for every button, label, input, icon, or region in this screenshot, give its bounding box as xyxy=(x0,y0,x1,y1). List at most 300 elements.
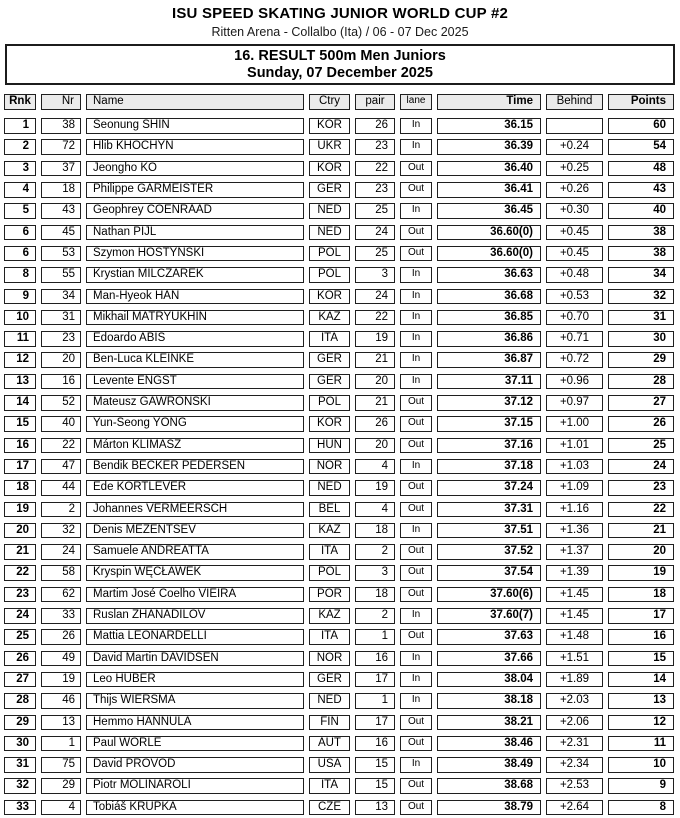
cell-name: Martim José Coelho VIEIRA xyxy=(86,587,304,603)
cell-nr: 40 xyxy=(41,416,81,432)
table-row xyxy=(4,289,674,305)
cell-pair: 23 xyxy=(355,182,395,198)
cell-country: KAZ xyxy=(309,310,350,326)
table-row xyxy=(4,352,674,368)
table-row xyxy=(4,502,674,518)
cell-behind: +2.31 xyxy=(546,736,603,752)
cell-country: ITA xyxy=(309,544,350,560)
cell-points: 60 xyxy=(608,118,674,134)
cell-lane: In xyxy=(400,672,432,688)
cell-country: POL xyxy=(309,565,350,581)
cell-points: 14 xyxy=(608,672,674,688)
cell-points: 8 xyxy=(608,800,674,816)
cell-nr: 72 xyxy=(41,139,81,155)
cell-rank: 12 xyxy=(4,352,36,368)
cell-nr: 20 xyxy=(41,352,81,368)
cell-rank: 32 xyxy=(4,778,36,794)
cell-behind: +0.96 xyxy=(546,374,603,390)
cell-time: 37.51 xyxy=(437,523,541,539)
cell-country: USA xyxy=(309,757,350,773)
cell-name: Ede KORTLEVER xyxy=(86,480,304,496)
cell-nr: 2 xyxy=(41,502,81,518)
cell-pair: 2 xyxy=(355,544,395,560)
results-table-body xyxy=(4,118,674,815)
cell-time: 37.12 xyxy=(437,395,541,411)
cell-time: 37.54 xyxy=(437,565,541,581)
cell-rank: 16 xyxy=(4,438,36,454)
cell-behind: +0.53 xyxy=(546,289,603,305)
cell-points: 23 xyxy=(608,480,674,496)
cell-nr: 1 xyxy=(41,736,81,752)
cell-rank: 8 xyxy=(4,267,36,283)
cell-rank: 20 xyxy=(4,523,36,539)
cell-pair: 24 xyxy=(355,225,395,241)
header-nr: Nr xyxy=(41,94,81,110)
cell-name: Mattia LEONARDELLI xyxy=(86,629,304,645)
cell-rank: 19 xyxy=(4,502,36,518)
cell-lane: In xyxy=(400,651,432,667)
table-row xyxy=(4,310,674,326)
cell-country: NED xyxy=(309,203,350,219)
cell-lane: Out xyxy=(400,225,432,241)
cell-name: Mikhail MATRYUKHIN xyxy=(86,310,304,326)
cell-pair: 19 xyxy=(355,331,395,347)
cell-lane: Out xyxy=(400,395,432,411)
cell-rank: 10 xyxy=(4,310,36,326)
cell-nr: 18 xyxy=(41,182,81,198)
cell-time: 38.49 xyxy=(437,757,541,773)
cell-country: KOR xyxy=(309,289,350,305)
cell-time: 36.86 xyxy=(437,331,541,347)
cell-points: 31 xyxy=(608,310,674,326)
cell-time: 38.18 xyxy=(437,693,541,709)
cell-nr: 29 xyxy=(41,778,81,794)
cell-lane: Out xyxy=(400,480,432,496)
cell-points: 15 xyxy=(608,651,674,667)
cell-rank: 31 xyxy=(4,757,36,773)
cell-points: 38 xyxy=(608,246,674,262)
cell-country: HUN xyxy=(309,438,350,454)
cell-name: Geophrey COENRAAD xyxy=(86,203,304,219)
table-row xyxy=(4,757,674,773)
table-row xyxy=(4,672,674,688)
cell-time: 37.66 xyxy=(437,651,541,667)
cell-rank: 27 xyxy=(4,672,36,688)
cell-behind: +0.71 xyxy=(546,331,603,347)
table-row xyxy=(4,800,674,816)
cell-points: 17 xyxy=(608,608,674,624)
cell-pair: 15 xyxy=(355,757,395,773)
cell-rank: 25 xyxy=(4,629,36,645)
cell-nr: 24 xyxy=(41,544,81,560)
cell-name: Yun-Seong YONG xyxy=(86,416,304,432)
cell-lane: Out xyxy=(400,544,432,560)
cell-time: 37.15 xyxy=(437,416,541,432)
cell-nr: 53 xyxy=(41,246,81,262)
cell-pair: 21 xyxy=(355,352,395,368)
cell-behind: +0.97 xyxy=(546,395,603,411)
cell-nr: 31 xyxy=(41,310,81,326)
header-lane: lane xyxy=(400,94,432,110)
cell-lane: In xyxy=(400,310,432,326)
cell-rank: 33 xyxy=(4,800,36,816)
table-row xyxy=(4,651,674,667)
cell-pair: 13 xyxy=(355,800,395,816)
cell-pair: 21 xyxy=(355,395,395,411)
cell-country: FIN xyxy=(309,715,350,731)
cell-country: GER xyxy=(309,352,350,368)
cell-behind: +1.48 xyxy=(546,629,603,645)
cell-behind: +0.72 xyxy=(546,352,603,368)
cell-points: 40 xyxy=(608,203,674,219)
cell-time: 36.85 xyxy=(437,310,541,326)
cell-lane: In xyxy=(400,139,432,155)
cell-country: GER xyxy=(309,374,350,390)
table-row xyxy=(4,225,674,241)
cell-points: 24 xyxy=(608,459,674,475)
cell-time: 37.63 xyxy=(437,629,541,645)
cell-behind: +2.03 xyxy=(546,693,603,709)
table-row xyxy=(4,778,674,794)
cell-pair: 16 xyxy=(355,651,395,667)
cell-rank: 4 xyxy=(4,182,36,198)
cell-name: Thijs WIERSMA xyxy=(86,693,304,709)
cell-country: NOR xyxy=(309,459,350,475)
cell-points: 13 xyxy=(608,693,674,709)
cell-time: 37.60(7) xyxy=(437,608,541,624)
cell-lane: Out xyxy=(400,182,432,198)
cell-time: 36.15 xyxy=(437,118,541,134)
cell-pair: 25 xyxy=(355,246,395,262)
cell-rank: 28 xyxy=(4,693,36,709)
cell-pair: 3 xyxy=(355,565,395,581)
cell-nr: 32 xyxy=(41,523,81,539)
cell-behind: +0.25 xyxy=(546,161,603,177)
cell-pair: 22 xyxy=(355,310,395,326)
cell-nr: 43 xyxy=(41,203,81,219)
cell-lane: Out xyxy=(400,502,432,518)
cell-behind: +0.48 xyxy=(546,267,603,283)
cell-country: POL xyxy=(309,267,350,283)
cell-nr: 52 xyxy=(41,395,81,411)
cell-lane: In xyxy=(400,608,432,624)
cell-points: 28 xyxy=(608,374,674,390)
cell-pair: 24 xyxy=(355,289,395,305)
cell-name: Márton KLIMASZ xyxy=(86,438,304,454)
cell-time: 36.45 xyxy=(437,203,541,219)
cell-rank: 13 xyxy=(4,374,36,390)
table-row xyxy=(4,693,674,709)
cell-nr: 47 xyxy=(41,459,81,475)
cell-behind: +1.01 xyxy=(546,438,603,454)
results-table xyxy=(4,94,674,815)
cell-pair: 1 xyxy=(355,693,395,709)
cell-points: 9 xyxy=(608,778,674,794)
cell-country: AUT xyxy=(309,736,350,752)
cell-points: 54 xyxy=(608,139,674,155)
cell-rank: 9 xyxy=(4,289,36,305)
cell-lane: In xyxy=(400,289,432,305)
cell-points: 12 xyxy=(608,715,674,731)
cell-behind: +0.26 xyxy=(546,182,603,198)
cell-points: 11 xyxy=(608,736,674,752)
header-rank: Rnk xyxy=(4,94,36,110)
cell-behind: +1.00 xyxy=(546,416,603,432)
table-row xyxy=(4,715,674,731)
cell-pair: 20 xyxy=(355,374,395,390)
cell-time: 38.68 xyxy=(437,778,541,794)
cell-behind: +0.30 xyxy=(546,203,603,219)
table-row xyxy=(4,544,674,560)
cell-rank: 3 xyxy=(4,161,36,177)
cell-nr: 46 xyxy=(41,693,81,709)
cell-country: ITA xyxy=(309,629,350,645)
cell-lane: Out xyxy=(400,800,432,816)
cell-country: BEL xyxy=(309,502,350,518)
cell-pair: 4 xyxy=(355,459,395,475)
cell-rank: 11 xyxy=(4,331,36,347)
cell-lane: In xyxy=(400,693,432,709)
cell-name: David Martin DAVIDSEN xyxy=(86,651,304,667)
cell-rank: 6 xyxy=(4,246,36,262)
cell-lane: Out xyxy=(400,565,432,581)
cell-nr: 44 xyxy=(41,480,81,496)
cell-lane: Out xyxy=(400,715,432,731)
cell-country: GER xyxy=(309,182,350,198)
cell-nr: 49 xyxy=(41,651,81,667)
table-row xyxy=(4,587,674,603)
cell-points: 43 xyxy=(608,182,674,198)
cell-pair: 26 xyxy=(355,416,395,432)
cell-behind: +0.70 xyxy=(546,310,603,326)
cell-behind: +2.64 xyxy=(546,800,603,816)
cell-time: 37.31 xyxy=(437,502,541,518)
cell-country: KOR xyxy=(309,416,350,432)
cell-country: UKR xyxy=(309,139,350,155)
cell-rank: 24 xyxy=(4,608,36,624)
cell-country: KAZ xyxy=(309,523,350,539)
cell-points: 18 xyxy=(608,587,674,603)
cell-rank: 6 xyxy=(4,225,36,241)
table-row xyxy=(4,736,674,752)
cell-rank: 17 xyxy=(4,459,36,475)
cell-lane: Out xyxy=(400,246,432,262)
cell-name: Krystian MILCZAREK xyxy=(86,267,304,283)
cell-time: 38.46 xyxy=(437,736,541,752)
cell-pair: 15 xyxy=(355,778,395,794)
cell-lane: Out xyxy=(400,629,432,645)
cell-pair: 18 xyxy=(355,523,395,539)
cell-rank: 15 xyxy=(4,416,36,432)
header-time: Time xyxy=(437,94,541,110)
cell-name: Bendik BECKER PEDERSEN xyxy=(86,459,304,475)
cell-lane: Out xyxy=(400,778,432,794)
cell-country: GER xyxy=(309,672,350,688)
cell-points: 16 xyxy=(608,629,674,645)
cell-nr: 23 xyxy=(41,331,81,347)
table-row xyxy=(4,480,674,496)
cell-pair: 18 xyxy=(355,587,395,603)
cell-name: Kryspin WĘCŁAWEK xyxy=(86,565,304,581)
cell-nr: 45 xyxy=(41,225,81,241)
cell-name: Ben-Luca KLEINKE xyxy=(86,352,304,368)
cell-nr: 55 xyxy=(41,267,81,283)
cell-behind: +1.16 xyxy=(546,502,603,518)
cell-lane: In xyxy=(400,267,432,283)
result-banner-date: Sunday, 07 December 2025 xyxy=(247,64,433,81)
cell-country: KOR xyxy=(309,118,350,134)
cell-name: Nathan PIJL xyxy=(86,225,304,241)
cell-behind: +2.34 xyxy=(546,757,603,773)
table-row xyxy=(4,565,674,581)
cell-rank: 21 xyxy=(4,544,36,560)
cell-lane: In xyxy=(400,523,432,539)
cell-behind: +1.39 xyxy=(546,565,603,581)
cell-name: Mateusz GAWROŃSKI xyxy=(86,395,304,411)
cell-time: 38.21 xyxy=(437,715,541,731)
result-banner-title: 16. RESULT 500m Men Juniors xyxy=(234,48,446,64)
cell-lane: In xyxy=(400,374,432,390)
cell-points: 34 xyxy=(608,267,674,283)
cell-behind: +1.09 xyxy=(546,480,603,496)
cell-behind xyxy=(546,118,603,134)
cell-time: 37.60(6) xyxy=(437,587,541,603)
cell-name: Tobiáš KRUPKA xyxy=(86,800,304,816)
cell-time: 37.24 xyxy=(437,480,541,496)
cell-behind: +0.45 xyxy=(546,225,603,241)
cell-name: Denis MEZENTSEV xyxy=(86,523,304,539)
cell-country: NED xyxy=(309,693,350,709)
cell-time: 36.63 xyxy=(437,267,541,283)
cell-pair: 3 xyxy=(355,267,395,283)
cell-points: 26 xyxy=(608,416,674,432)
cell-name: David PROVOD xyxy=(86,757,304,773)
cell-country: KAZ xyxy=(309,608,350,624)
cell-name: Hlib KHOCHYN xyxy=(86,139,304,155)
cell-rank: 14 xyxy=(4,395,36,411)
cell-nr: 4 xyxy=(41,800,81,816)
cell-name: Paul WÖRLE xyxy=(86,736,304,752)
cell-name: Seonung SHIN xyxy=(86,118,304,134)
cell-country: POR xyxy=(309,587,350,603)
cell-pair: 16 xyxy=(355,736,395,752)
cell-pair: 23 xyxy=(355,139,395,155)
cell-behind: +0.24 xyxy=(546,139,603,155)
cell-nr: 58 xyxy=(41,565,81,581)
cell-name: Johannes VERMEERSCH xyxy=(86,502,304,518)
cell-behind: +1.89 xyxy=(546,672,603,688)
cell-lane: Out xyxy=(400,736,432,752)
cell-country: NOR xyxy=(309,651,350,667)
cell-behind: +0.45 xyxy=(546,246,603,262)
cell-time: 37.16 xyxy=(437,438,541,454)
table-row xyxy=(4,523,674,539)
cell-time: 37.52 xyxy=(437,544,541,560)
cell-time: 36.41 xyxy=(437,182,541,198)
table-row xyxy=(4,161,674,177)
cell-pair: 20 xyxy=(355,438,395,454)
table-row xyxy=(4,395,674,411)
cell-name: Jeongho KO xyxy=(86,161,304,177)
table-row xyxy=(4,267,674,283)
cell-behind: +1.45 xyxy=(546,587,603,603)
cell-points: 29 xyxy=(608,352,674,368)
cell-nr: 16 xyxy=(41,374,81,390)
cell-rank: 18 xyxy=(4,480,36,496)
cell-points: 30 xyxy=(608,331,674,347)
cell-rank: 1 xyxy=(4,118,36,134)
cell-country: POL xyxy=(309,246,350,262)
cell-country: NED xyxy=(309,480,350,496)
cell-lane: Out xyxy=(400,416,432,432)
cell-pair: 22 xyxy=(355,161,395,177)
table-row xyxy=(4,246,674,262)
cell-pair: 19 xyxy=(355,480,395,496)
cell-nr: 26 xyxy=(41,629,81,645)
cell-points: 27 xyxy=(608,395,674,411)
table-row xyxy=(4,416,674,432)
cell-time: 37.11 xyxy=(437,374,541,390)
cell-lane: Out xyxy=(400,161,432,177)
cell-name: Szymon HOSTYŃSKI xyxy=(86,246,304,262)
cell-rank: 30 xyxy=(4,736,36,752)
cell-behind: +1.51 xyxy=(546,651,603,667)
cell-lane: Out xyxy=(400,438,432,454)
table-row xyxy=(4,139,674,155)
cell-behind: +2.06 xyxy=(546,715,603,731)
cell-lane: Out xyxy=(400,587,432,603)
cell-pair: 17 xyxy=(355,672,395,688)
cell-nr: 37 xyxy=(41,161,81,177)
cell-points: 25 xyxy=(608,438,674,454)
header-points: Points xyxy=(608,94,674,110)
cell-nr: 38 xyxy=(41,118,81,134)
header-country: Ctry xyxy=(309,94,350,110)
cell-lane: In xyxy=(400,459,432,475)
cell-rank: 26 xyxy=(4,651,36,667)
cell-time: 36.60(0) xyxy=(437,225,541,241)
cell-points: 10 xyxy=(608,757,674,773)
cell-country: POL xyxy=(309,395,350,411)
cell-name: Samuele ANDREATTA xyxy=(86,544,304,560)
cell-nr: 22 xyxy=(41,438,81,454)
cell-name: Hemmo HANNULA xyxy=(86,715,304,731)
cell-country: ITA xyxy=(309,331,350,347)
cell-nr: 13 xyxy=(41,715,81,731)
cell-lane: In xyxy=(400,757,432,773)
cell-points: 19 xyxy=(608,565,674,581)
cell-pair: 2 xyxy=(355,608,395,624)
header-name: Name xyxy=(86,94,304,110)
cell-time: 36.68 xyxy=(437,289,541,305)
cell-rank: 2 xyxy=(4,139,36,155)
cell-name: Edoardo ABIS xyxy=(86,331,304,347)
cell-points: 48 xyxy=(608,161,674,177)
table-row xyxy=(4,118,674,134)
table-row xyxy=(4,182,674,198)
cell-rank: 23 xyxy=(4,587,36,603)
cell-behind: +2.53 xyxy=(546,778,603,794)
cell-time: 38.04 xyxy=(437,672,541,688)
cell-time: 38.79 xyxy=(437,800,541,816)
cell-lane: In xyxy=(400,331,432,347)
cell-name: Levente ENGST xyxy=(86,374,304,390)
cell-lane: In xyxy=(400,203,432,219)
cell-time: 36.60(0) xyxy=(437,246,541,262)
cell-points: 22 xyxy=(608,502,674,518)
cell-name: Leo HUBER xyxy=(86,672,304,688)
cell-pair: 17 xyxy=(355,715,395,731)
